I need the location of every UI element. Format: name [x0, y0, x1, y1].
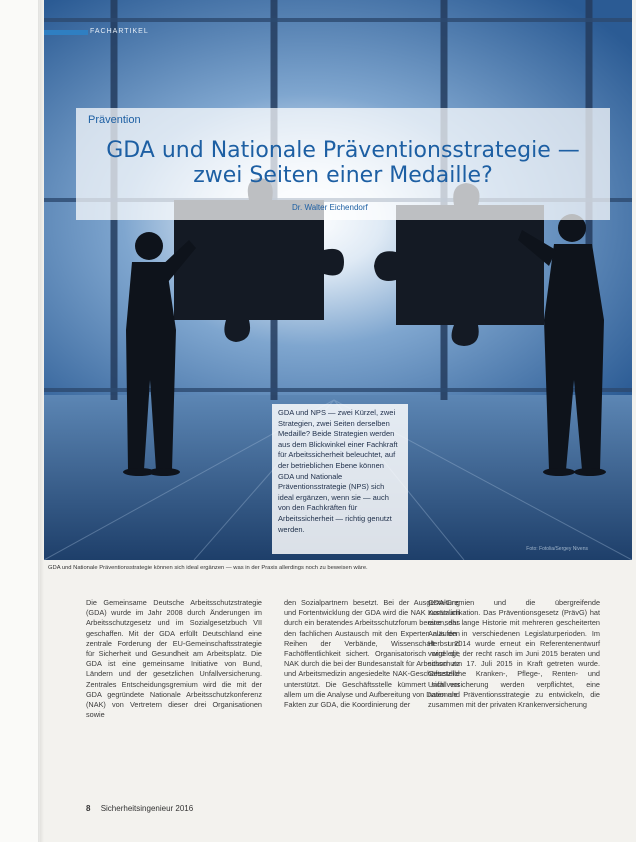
page-number: 8 [86, 804, 91, 813]
article-title-line-2: zwei Seiten einer Medaille? [193, 163, 493, 188]
article-kicker: Prävention [88, 114, 141, 126]
teaser-box: GDA und NPS — zwei Kürzel, zwei Strategien, zwei Seiten derselben Medaille? Beide Strategien werden aus dem Blickwinkel einer Fachkraft für Arbeitssicherheit beleuchtet, auf der betrieblichen Ebene können GDA und Nationale Präventionsstrategie (NPS) sich ideal ergänzen, wenn sie — auch von den Fachkräften für Arbeitssicherheit — richtig genutzt werden. [272, 404, 408, 554]
article-title [76, 138, 610, 188]
photo-credit: Foto: Fotolia/Sergey Nivens [526, 546, 588, 552]
body-column-3: GDA-Gremien und die übergreifende Kommunikation. Das Präventionsgesetz (PrävG) hat eine sehr lange Historie mit mehreren gescheiterten Anläufen in verschiedenen Legislaturperioden. Im Herbst 2014 wurde erneut ein Referentenentwurf vorgelegt, der recht rasch im Juni 2015 beraten und schon am 17. Juli 2015 in Kraft getreten wurde. Gesetzliche Kranken-, Pflege-, Renten- und Unfallversicherung werden verpflichtet, eine nationale Präventionsstrategie zu entwickeln, die zusammen mit der privaten Krankenversicherung [428, 598, 600, 710]
article-title-line-1: GDA und Nationale Präventionsstrategie — [106, 138, 580, 163]
section-tag-label: FACHARTIKEL [90, 28, 149, 35]
article-author: Dr. Walter Eichendorf [292, 203, 368, 212]
page-footer [86, 804, 193, 813]
section-tag-bar [44, 30, 88, 35]
title-box [76, 108, 610, 220]
section-tag [44, 28, 154, 38]
magazine-name: Sicherheitsingenieur 2016 [100, 804, 194, 813]
left-page-margin [0, 0, 40, 842]
body-column-1: Die Gemeinsame Deutsche Arbeitsschutzstrategie (GDA) wurde im Jahr 2008 durch Änderungen im Arbeitsschutzgesetz und im Sozialgesetzbuch VII geschaffen. Mit der GDA erfüllt Deutschland eine zentrale Forderung der EU-Gemeinschaftsstrategie für Sicherheit und Gesundheit am Arbeitsplatz. Die GDA ist eine gemeinsame Initiative von Bund, Ländern und der gesetzlichen Unfallversicherung. Zentrales Entscheidungsgremium wird die mit der GDA gegründete Nationale Arbeitsschutzkonferenz (NAK) von Vertretern dieser drei Organisationen sowie [86, 598, 262, 720]
body-column-2: den Sozialpartnern besetzt. Bei der Ausgestaltung und Fortentwicklung der GDA wird die NAK zusätzlich durch ein beratendes Arbeitsschutzforum beraten, das den fachlichen Austausch mit den Experten aus den Reihen der Verbände, Wissenschaft und Fachöffentlichkeit sichert. Organisatorisch wird die NAK durch die bei der Bundesanstalt für Arbeitsschutz und Arbeitsmedizin angesiedelte NAK-Geschäftsstelle unterstützt. Die Geschäftsstelle kümmert sich vor allem um die Analyse und Aufbereitung von Daten und Fakten zur GDA, die Koordinierung der [284, 598, 460, 710]
photo-caption: GDA und Nationale Präventionsstrategie können sich ideal ergänzen — was in der Praxis allerdings noch zu beweisen wäre. [48, 565, 368, 571]
